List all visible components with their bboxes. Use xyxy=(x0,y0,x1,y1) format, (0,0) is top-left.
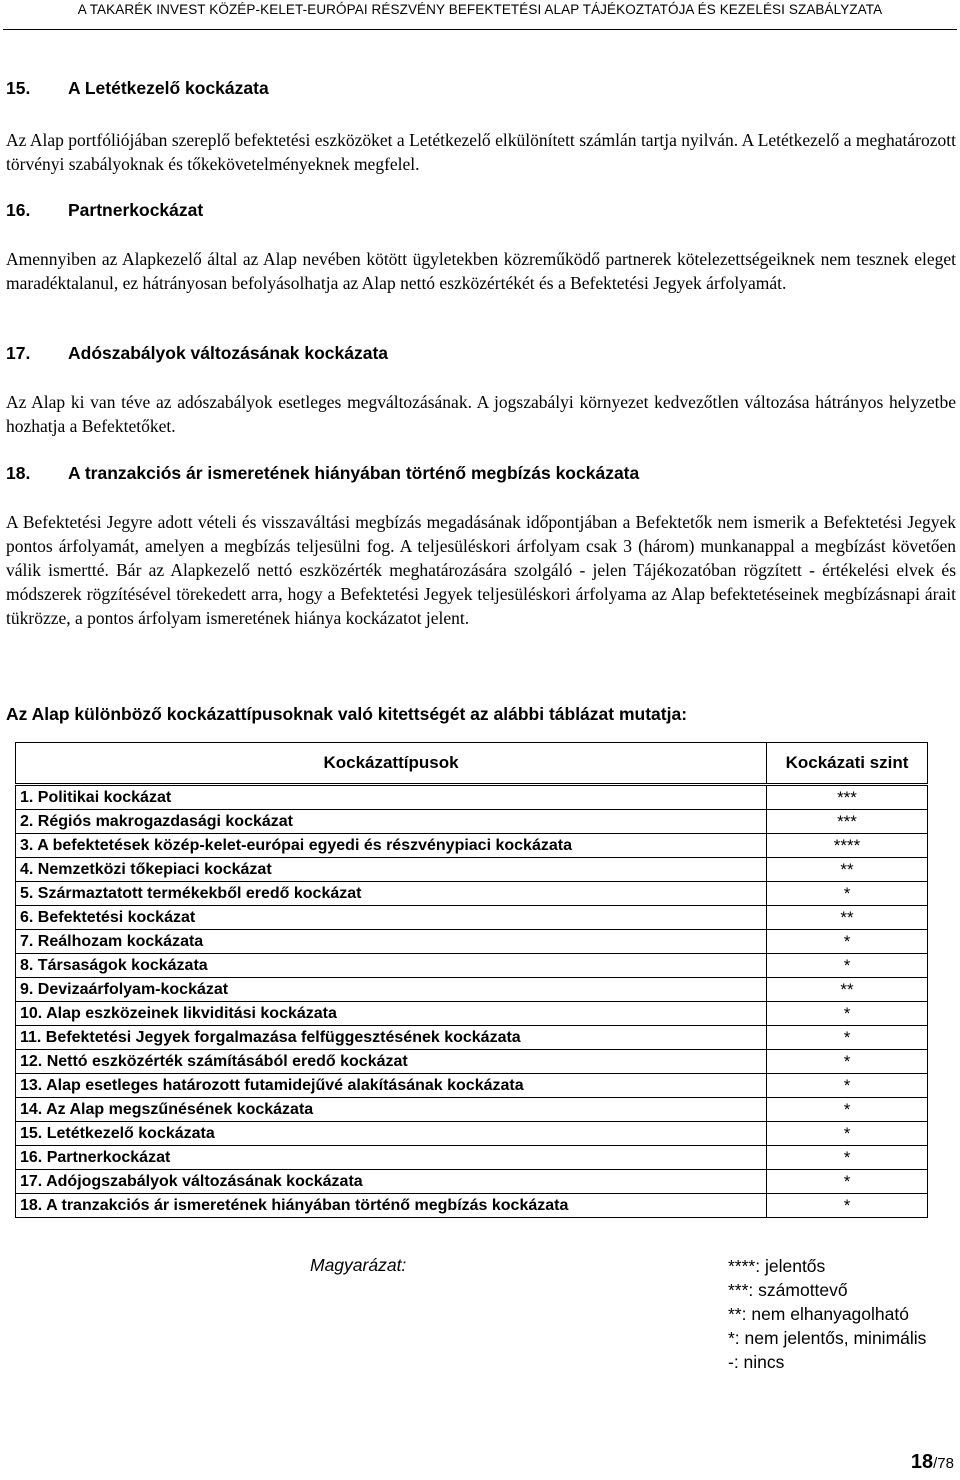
risk-type-cell: 16. Partnerkockázat xyxy=(16,1146,767,1170)
page-total: /78 xyxy=(933,1455,954,1472)
risk-level-cell: * xyxy=(767,954,928,978)
risk-level-cell: * xyxy=(767,1098,928,1122)
risk-type-cell: 17. Adójogszabályok változásának kockázata xyxy=(16,1170,767,1194)
table-row xyxy=(16,1122,928,1146)
section-title: A tranzakciós ár ismeretének hiányában történő megbízás kockázata xyxy=(68,463,640,483)
section-number: 15. xyxy=(6,78,31,98)
table-row xyxy=(16,858,928,882)
section-15-heading xyxy=(6,78,269,99)
risk-level-cell: * xyxy=(767,1002,928,1026)
risk-level-cell: * xyxy=(767,1194,928,1218)
section-number: 17. xyxy=(6,343,31,363)
table-row xyxy=(16,954,928,978)
risk-type-cell: 5. Származtatott termékekből eredő kockázat xyxy=(16,882,767,906)
risk-level-cell: * xyxy=(767,1026,928,1050)
risk-level-cell: ** xyxy=(767,858,928,882)
risk-type-cell: 15. Letétkezelő kockázata xyxy=(16,1122,767,1146)
section-18-heading xyxy=(6,463,639,484)
section-title: A Letétkezelő kockázata xyxy=(68,78,269,98)
risk-type-cell: 7. Reálhozam kockázata xyxy=(16,930,767,954)
table-row xyxy=(16,1002,928,1026)
table-header-row xyxy=(16,743,928,785)
legend-item: **: nem elhanyagolható xyxy=(728,1304,909,1324)
section-number: 16. xyxy=(6,200,31,220)
table-row xyxy=(16,882,928,906)
risk-type-cell: 18. A tranzakciós ár ismeretének hiányában történő megbízás kockázata xyxy=(16,1194,767,1218)
table-intro: Az Alap különböző kockázattípusoknak való kitettségét az alábbi táblázat mutatja: xyxy=(6,704,688,724)
risk-level-cell: *** xyxy=(767,785,928,810)
table-row xyxy=(16,1098,928,1122)
column-header-risk-type: Kockázattípusok xyxy=(16,743,767,785)
risk-type-cell: 12. Nettó eszközérték számításából eredő kockázat xyxy=(16,1050,767,1074)
table-row xyxy=(16,785,928,810)
risk-level-cell: ** xyxy=(767,978,928,1002)
table-row xyxy=(16,810,928,834)
table-row xyxy=(16,1074,928,1098)
section-16-heading xyxy=(6,200,203,221)
header-rule xyxy=(3,29,957,30)
section-17-heading xyxy=(6,343,388,364)
table-row xyxy=(16,1050,928,1074)
table-row xyxy=(16,1146,928,1170)
risk-level-cell: * xyxy=(767,1050,928,1074)
legend-label: Magyarázat: xyxy=(310,1255,407,1275)
page-current: 18 xyxy=(910,1451,934,1473)
risk-type-cell: 8. Társaságok kockázata xyxy=(16,954,767,978)
section-title: Partnerkockázat xyxy=(68,200,204,220)
risk-type-cell: 3. A befektetések közép-kelet-európai egyedi és részvénypiaci kockázata xyxy=(16,834,767,858)
risk-type-cell: 13. Alap esetleges határozott futamidejűvé alakításának kockázata xyxy=(16,1074,767,1098)
risk-level-cell: * xyxy=(767,930,928,954)
table-row xyxy=(16,978,928,1002)
risk-type-cell: 2. Régiós makrogazdasági kockázat xyxy=(16,810,767,834)
legend-item: *: nem jelentős, minimális xyxy=(728,1328,927,1348)
section-15-text: Az Alap portfóliójában szereplő befektetési eszközöket a Letétkezelő elkülönített számlán tartja nyilván. A Letétkezelő a meghatározott törvényi szabályoknak és tőkekövetelményeknek megfelel. xyxy=(6,130,956,174)
risk-type-cell: 6. Befektetési kockázat xyxy=(16,906,767,930)
risk-table xyxy=(15,742,928,1218)
section-title: Adószabályok változásának kockázata xyxy=(68,343,389,363)
table-row xyxy=(16,930,928,954)
risk-type-cell: 14. Az Alap megszűnésének kockázata xyxy=(16,1098,767,1122)
risk-type-cell: 9. Devizaárfolyam-kockázat xyxy=(16,978,767,1002)
risk-level-cell: * xyxy=(767,1074,928,1098)
section-17-text: Az Alap ki van téve az adószabályok esetleges megváltozásának. A jogszabályi környezet kedvezőtlen változása hátrányos helyzetbe hozhatja a Befektetőket. xyxy=(6,392,956,436)
risk-level-cell: * xyxy=(767,1122,928,1146)
section-18-text: A Befektetési Jegyre adott vételi és visszaváltási megbízás megadásának időpontjában a Befektetők nem ismerik a Befektetési Jegyek pontos árfolyamát, amelyen a megbízás teljesülni fog. A teljesüléskori árfolyam csak 3 (három) munkanappal a megbízást követően válik ismertté. Bár az Alapkezelő nettó eszközérték meghatározására szolgáló - jelen Tájékozatóban rögzített - értékelési elvek és módszerek rögzítésével törekedett arra, hogy a Befektetési Jegyek teljesüléskori árfolyama az Alap befektetéseinek megbízásnapi árait tükrözze, a pontos árfolyam ismeretének hiánya kockázatot jelent. xyxy=(6,512,956,628)
table-row xyxy=(16,834,928,858)
running-header: A TAKARÉK INVEST KÖZÉP-KELET-EURÓPAI RÉSZVÉNY BEFEKTETÉSI ALAP TÁJÉKOZTATÓJA ÉS KEZELÉSI SZABÁLYZATA xyxy=(77,2,883,17)
table-row xyxy=(16,906,928,930)
table-row xyxy=(16,1170,928,1194)
legend-item: -: nincs xyxy=(728,1352,785,1372)
risk-level-cell: * xyxy=(767,1146,928,1170)
risk-type-cell: 10. Alap eszközeinek likviditási kockázata xyxy=(16,1002,767,1026)
risk-type-cell: 11. Befektetési Jegyek forgalmazása felfüggesztésének kockázata xyxy=(16,1026,767,1050)
risk-level-cell: **** xyxy=(767,834,928,858)
risk-level-cell: ** xyxy=(767,906,928,930)
table-row xyxy=(16,1194,928,1218)
section-number: 18. xyxy=(6,463,31,483)
risk-type-cell: 4. Nemzetközi tőkepiaci kockázat xyxy=(16,858,767,882)
risk-level-cell: * xyxy=(767,882,928,906)
table-row xyxy=(16,1026,928,1050)
risk-table-body xyxy=(16,785,928,1218)
legend-item: ****: jelentős xyxy=(728,1256,826,1276)
risk-level-cell: *** xyxy=(767,810,928,834)
section-16-text: Amennyiben az Alapkezelő által az Alap nevében kötött ügyletekben közreműködő partnerek kötelezettségeiknek nem tesznek eleget maradéktalanul, ez hátrányosan befolyásolhatja az Alap nettó eszközértékét és a Befektetési Jegyek árfolyamát. xyxy=(6,249,956,293)
legend-item: ***: számottevő xyxy=(728,1280,848,1300)
page-number xyxy=(911,1451,954,1474)
column-header-risk-level: Kockázati szint xyxy=(767,743,928,785)
risk-level-cell: * xyxy=(767,1170,928,1194)
legend-list xyxy=(728,1254,926,1374)
risk-type-cell: 1. Politikai kockázat xyxy=(16,785,767,810)
